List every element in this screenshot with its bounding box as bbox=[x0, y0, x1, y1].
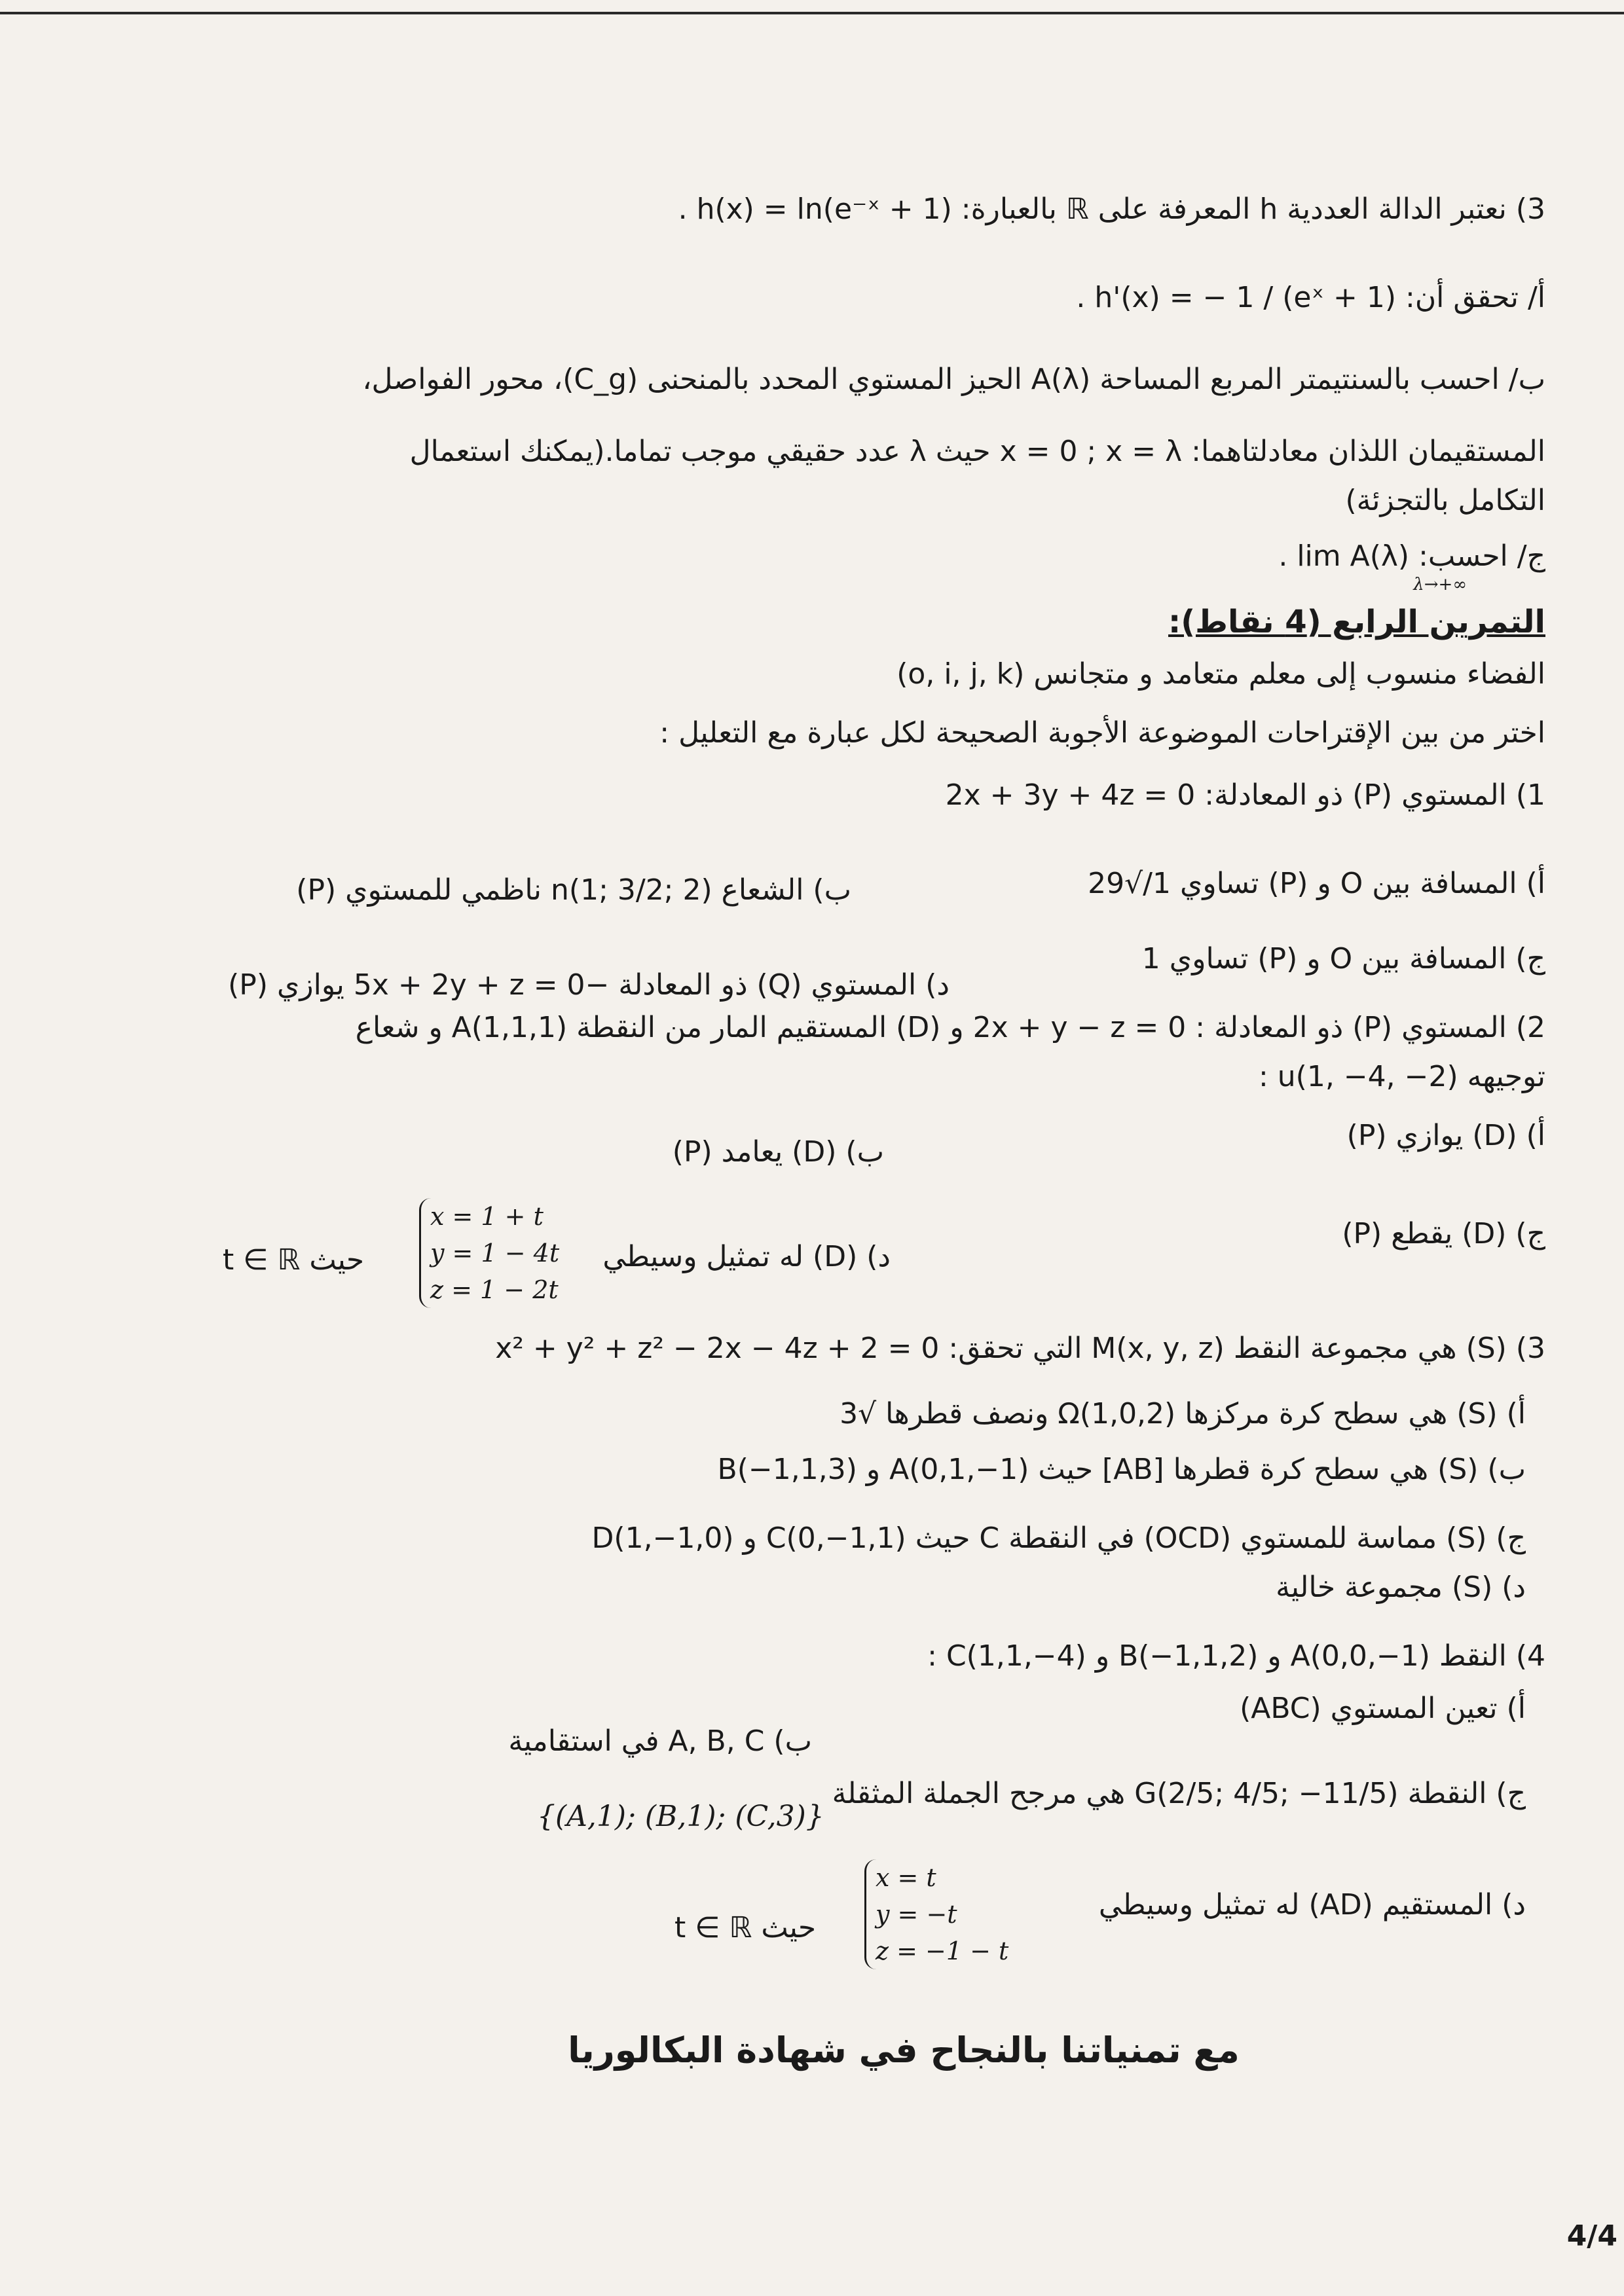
q2-sys-z: z = 1 − 2t bbox=[430, 1275, 559, 1304]
part3-line4: المستقيمان اللذان معادلتاهما: x = 0 ; x = λ حيث λ عدد حقيقي موجب تماما.(يمكنك استعمال bbox=[409, 435, 1545, 468]
q2-option-a: أ) (D) يوازي (P) bbox=[1346, 1119, 1545, 1152]
q4-sys-x: x = t bbox=[876, 1863, 936, 1892]
q2-stem: 2) المستوي (P) ذو المعادلة : 2x + y − z = 0 و (D) المستقيم المار من النقطة A(1,1,1) و شعاع bbox=[355, 1011, 1545, 1044]
part3-line2: أ/ تحقق أن: h'(x) = − 1 / (eˣ + 1) . bbox=[1076, 281, 1545, 314]
q2-option-c: ج) (D) يقطع (P) bbox=[1342, 1217, 1545, 1250]
farewell-message: مع تمنياتنا بالنجاح في شهادة البكالوريا bbox=[568, 2030, 1240, 2071]
exercise4-intro2: اختر من بين الإقتراحات الموضوعة الأجوبة الصحيحة لكل عبارة مع التعليل : bbox=[659, 716, 1545, 750]
q4-option-b: ب) A, B, C في استقامية bbox=[508, 1724, 812, 1758]
q4-where: حيث t ∈ ℝ bbox=[674, 1911, 817, 1944]
q1-option-d: د) المستوي (Q) ذو المعادلة −5x + 2y + z = 0 يوازي (P) bbox=[228, 968, 950, 1002]
q4-stem: 4) النقط A(0,0,−1) و B(−1,1,2) و C(1,1,−4) : bbox=[927, 1639, 1545, 1673]
exercise4-title: التمرين الرابع (4 نقاط): bbox=[1168, 604, 1545, 640]
q1-option-c: ج) المسافة بين O و (P) تساوي 1 bbox=[1141, 942, 1545, 975]
q2-option-d: د) (D) له تمثيل وسيطي bbox=[602, 1240, 891, 1273]
q4-option-d: د) المستقيم (AD) له تمثيل وسيطي bbox=[1098, 1888, 1526, 1922]
q2-where: حيث t ∈ ℝ bbox=[223, 1243, 365, 1277]
top-rule bbox=[0, 12, 1624, 14]
exercise4-intro1: الفضاء منسوب إلى معلم متعامد و متجانس (o, i, j, k) bbox=[896, 657, 1545, 691]
q4-option-c: ج) النقطة G(2/5; 4/5; −11/5) هي مرجح الجملة المثقلة bbox=[832, 1777, 1526, 1810]
q2-option-b: ب) (D) يعامد (P) bbox=[672, 1135, 884, 1169]
q3-option-a: أ) (S) هي سطح كرة مركزها Ω(1,0,2) ونصف قطرها √3 bbox=[840, 1397, 1526, 1430]
q1-stem: 1) المستوي (P) ذو المعادلة: 2x + 3y + 4z = 0 bbox=[945, 778, 1545, 812]
q2-parametric-system bbox=[419, 1198, 559, 1308]
q4-sys-z: z = −1 − t bbox=[876, 1937, 1009, 1965]
part3-line3: ب/ احسب بالسنتيمتر المربع المساحة A(λ) الحيز المستوي المحدد بالمنحنى (C_g)، محور الفواصل، bbox=[362, 363, 1545, 396]
q3-option-b: ب) (S) هي سطح كرة قطرها [AB] حيث A(0,1,−1) و B(−1,1,3) bbox=[717, 1453, 1526, 1486]
limit-subscript: λ→+∞ bbox=[1413, 575, 1467, 594]
q3-option-d: د) (S) مجموعة خالية bbox=[1276, 1571, 1526, 1604]
page-number: 4/4 bbox=[1566, 2219, 1617, 2253]
q2-sys-x: x = 1 + t bbox=[430, 1202, 544, 1231]
part3-line6: ج/ احسب: lim A(λ) . bbox=[1278, 539, 1545, 573]
q1-option-a: أ) المسافة بين O و (P) تساوي 1/√29 bbox=[1088, 867, 1545, 900]
q2-stem2: توجيهه u(1, −4, −2) : bbox=[1258, 1060, 1545, 1093]
q4-option-a: أ) تعين المستوي (ABC) bbox=[1240, 1692, 1526, 1725]
q4-sys-y: y = −t bbox=[876, 1900, 957, 1929]
q4-parametric-system bbox=[864, 1859, 1008, 1969]
q3-stem: 3) (S) هي مجموعة النقط M(x, y, z) التي تحقق: x² + y² + z² − 2x − 4z + 2 = 0 bbox=[495, 1332, 1545, 1365]
q3-option-c: ج) (S) مماسة للمستوي (OCD) في النقطة C حيث C(0,−1,1) و D(1,−1,0) bbox=[591, 1522, 1526, 1555]
q4-weighted-set: {(A,1); (B,1); (C,3)} bbox=[537, 1800, 824, 1833]
q1-option-b: ب) الشعاع n(1; 3/2; 2) ناظمي للمستوي (P) bbox=[296, 873, 851, 907]
part3-line1: 3) نعتبر الدالة العددية h المعرفة على ℝ بالعبارة: h(x) = ln(e⁻ˣ + 1) . bbox=[678, 192, 1545, 226]
part3-line5: التكامل بالتجزئة) bbox=[1345, 484, 1545, 517]
q2-sys-y: y = 1 − 4t bbox=[430, 1239, 560, 1267]
